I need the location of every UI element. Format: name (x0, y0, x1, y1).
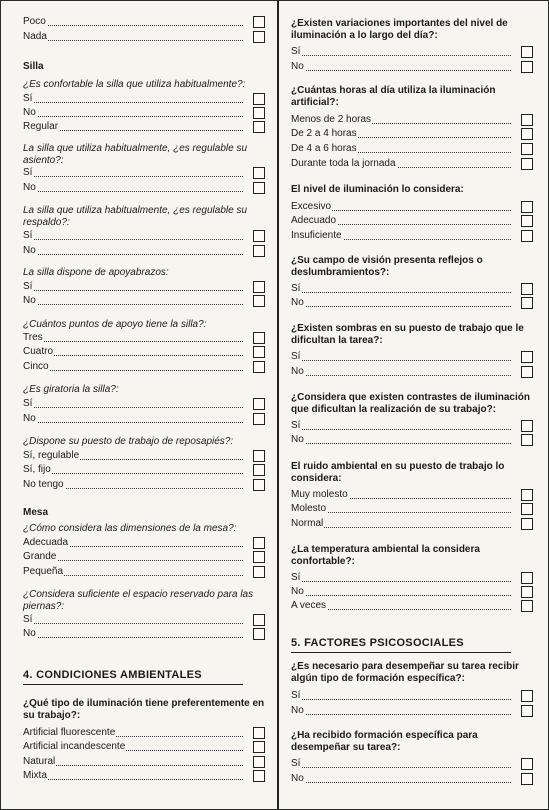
question-text: La silla que utiliza habitualmente, ¿es regulable su respaldo?: (23, 205, 248, 228)
option-row: Menos de 2 horas (291, 114, 533, 127)
checkbox[interactable] (253, 628, 265, 640)
checkbox[interactable] (253, 281, 265, 293)
checkbox[interactable] (253, 464, 265, 476)
checkbox[interactable] (253, 121, 265, 133)
checkbox[interactable] (253, 398, 265, 410)
checkbox[interactable] (253, 361, 265, 373)
option-row: No (291, 61, 533, 74)
option-row: Grande (23, 551, 265, 564)
option-row: Muy molesto (291, 489, 533, 502)
checkbox[interactable] (521, 215, 533, 227)
checkbox[interactable] (253, 31, 265, 43)
question-text: La silla dispone de apoyabrazos: (23, 267, 169, 278)
checkbox[interactable] (253, 537, 265, 549)
option-row: Sí (23, 167, 265, 180)
question-text: ¿Considera que existen contrastes de iluminación que dificultan la realización de su trabajo?: (291, 392, 530, 415)
checkbox[interactable] (521, 586, 533, 598)
option-row: No (23, 295, 265, 308)
checkbox[interactable] (253, 182, 265, 194)
option-row: No (291, 434, 533, 447)
option-row: De 4 a 6 horas (291, 143, 533, 156)
question-text: ¿Cuántos puntos de apoyo tiene la silla?: (23, 319, 207, 330)
question-text: ¿Cómo considera las dimensiones de la mesa?: (23, 523, 237, 534)
question-text: ¿Es giratoria la silla?: (23, 384, 119, 395)
checkbox[interactable] (253, 167, 265, 179)
checkbox[interactable] (253, 295, 265, 307)
checkbox[interactable] (521, 503, 533, 515)
option-row: Sí (23, 93, 265, 106)
option-row: Sí (23, 281, 265, 294)
option-row: Sí (23, 614, 265, 627)
question-text: ¿Ha recibido formación específica para desempeñar su tarea?: (291, 730, 478, 753)
option-row: No (291, 586, 533, 599)
checkbox[interactable] (521, 518, 533, 530)
question-text: ¿Considera suficiente el espacio reservado para las piernas?: (23, 589, 254, 612)
checkbox[interactable] (521, 46, 533, 58)
option-row: Adecuado (291, 215, 533, 228)
option-row: Cuatro (23, 346, 265, 359)
option-row: Poco (23, 16, 265, 29)
option-row: Sí (291, 351, 533, 364)
option-row: Normal (291, 518, 533, 531)
left-column (23, 1, 265, 809)
checkbox[interactable] (253, 93, 265, 105)
checkbox[interactable] (521, 297, 533, 309)
option-row: Mixta (23, 770, 265, 783)
checkbox[interactable] (253, 614, 265, 626)
checkbox[interactable] (521, 690, 533, 702)
option-row: Natural (23, 756, 265, 769)
option-row: Tres (23, 332, 265, 345)
checkbox[interactable] (521, 230, 533, 242)
checkbox[interactable] (521, 283, 533, 295)
option-row: Sí (23, 398, 265, 411)
checkbox[interactable] (253, 741, 265, 753)
right-column (291, 1, 533, 809)
checkbox[interactable] (253, 107, 265, 119)
option-row: Sí (291, 420, 533, 433)
checkbox[interactable] (253, 413, 265, 425)
checkbox[interactable] (521, 572, 533, 584)
question-text: ¿Es confortable la silla que utiliza habitualmente?: (23, 79, 246, 90)
option-row: No (23, 245, 265, 258)
option-row: Sí (291, 46, 533, 59)
checkbox[interactable] (521, 61, 533, 73)
option-row: Sí, fijo (23, 464, 265, 477)
option-row: Artificial incandescente (23, 741, 265, 754)
option-row: No (291, 366, 533, 379)
option-row: Durante toda la jornada (291, 158, 533, 171)
option-row: Artificial fluorescente (23, 727, 265, 740)
option-row: Sí (291, 283, 533, 296)
option-row: Molesto (291, 503, 533, 516)
checkbox[interactable] (521, 489, 533, 501)
question-text: ¿Existen variaciones importantes del nivel de iluminación a lo largo del día?: (291, 18, 508, 41)
option-row: De 2 a 4 horas (291, 128, 533, 141)
checkbox[interactable] (521, 420, 533, 432)
option-row: Sí (291, 690, 533, 703)
checkbox[interactable] (253, 332, 265, 344)
section-title-5: 5. FACTORES PSICOSOCIALES (291, 637, 511, 653)
option-row: Adecuada (23, 537, 265, 550)
checkbox[interactable] (253, 245, 265, 257)
column-divider (277, 1, 279, 809)
section-title-4: 4. CONDICIONES AMBIENTALES (23, 669, 243, 685)
checkbox[interactable] (253, 346, 265, 358)
option-row: No (291, 773, 533, 786)
question-text: ¿La temperatura ambiental la considera confortable?: (291, 544, 480, 567)
checkbox[interactable] (253, 727, 265, 739)
checkbox[interactable] (521, 600, 533, 612)
question-text: ¿Dispone su puesto de trabajo de reposapiés?: (23, 436, 234, 447)
option-row: No (291, 705, 533, 718)
question-text: ¿Cuántas horas al día utiliza la iluminación artificial?: (291, 85, 496, 108)
option-row: Insuficiente (291, 230, 533, 243)
option-row: Nada (23, 31, 265, 44)
option-row: No (23, 107, 265, 120)
checkbox[interactable] (253, 479, 265, 491)
option-row: No (23, 413, 265, 426)
checkbox[interactable] (521, 366, 533, 378)
checkbox[interactable] (521, 128, 533, 140)
option-row: Sí (23, 230, 265, 243)
section-heading-mesa: Mesa (23, 507, 49, 518)
checkbox[interactable] (253, 450, 265, 462)
question-text: ¿Qué tipo de iluminación tiene preferentemente en su trabajo?: (23, 698, 265, 721)
question-text: ¿Es necesario para desempeñar su tarea recibir algún tipo de formación específica?: (291, 661, 519, 684)
option-row: No (23, 182, 265, 195)
checkbox[interactable] (521, 158, 533, 170)
checkbox[interactable] (253, 230, 265, 242)
checkbox[interactable] (521, 758, 533, 770)
question-text: ¿Su campo de visión presenta reflejos o deslumbramientos?: (291, 255, 483, 278)
checkbox[interactable] (253, 16, 265, 28)
checkbox[interactable] (253, 551, 265, 563)
section-heading-silla: Silla (23, 61, 44, 72)
question-text: ¿Existen sombras en su puesto de trabajo que le dificultan la tarea?: (291, 323, 524, 346)
option-row: No tengo (23, 479, 265, 492)
checkbox[interactable] (253, 566, 265, 578)
option-row: Sí (291, 572, 533, 585)
question-text: El nivel de iluminación lo considera: (291, 184, 464, 195)
question-text: El ruido ambiental en su puesto de trabajo lo considera: (291, 461, 505, 484)
checkbox[interactable] (521, 434, 533, 446)
option-row: Cinco (23, 361, 265, 374)
checkbox[interactable] (521, 705, 533, 717)
option-row: Sí (291, 758, 533, 771)
option-row: No (291, 297, 533, 310)
checkbox[interactable] (521, 351, 533, 363)
option-row: Pequeña (23, 566, 265, 579)
checkbox[interactable] (521, 143, 533, 155)
option-row: Excesivo (291, 201, 533, 214)
question-text: La silla que utiliza habitualmente, ¿es regulable su asiento?: (23, 143, 248, 166)
option-row: Regular (23, 121, 265, 134)
checkbox[interactable] (253, 756, 265, 768)
option-row: Sí, regulable (23, 450, 265, 463)
option-row: No (23, 628, 265, 641)
checkbox[interactable] (521, 201, 533, 213)
checkbox[interactable] (253, 770, 265, 782)
checkbox[interactable] (521, 114, 533, 126)
option-row: A veces (291, 600, 533, 613)
checkbox[interactable] (521, 773, 533, 785)
